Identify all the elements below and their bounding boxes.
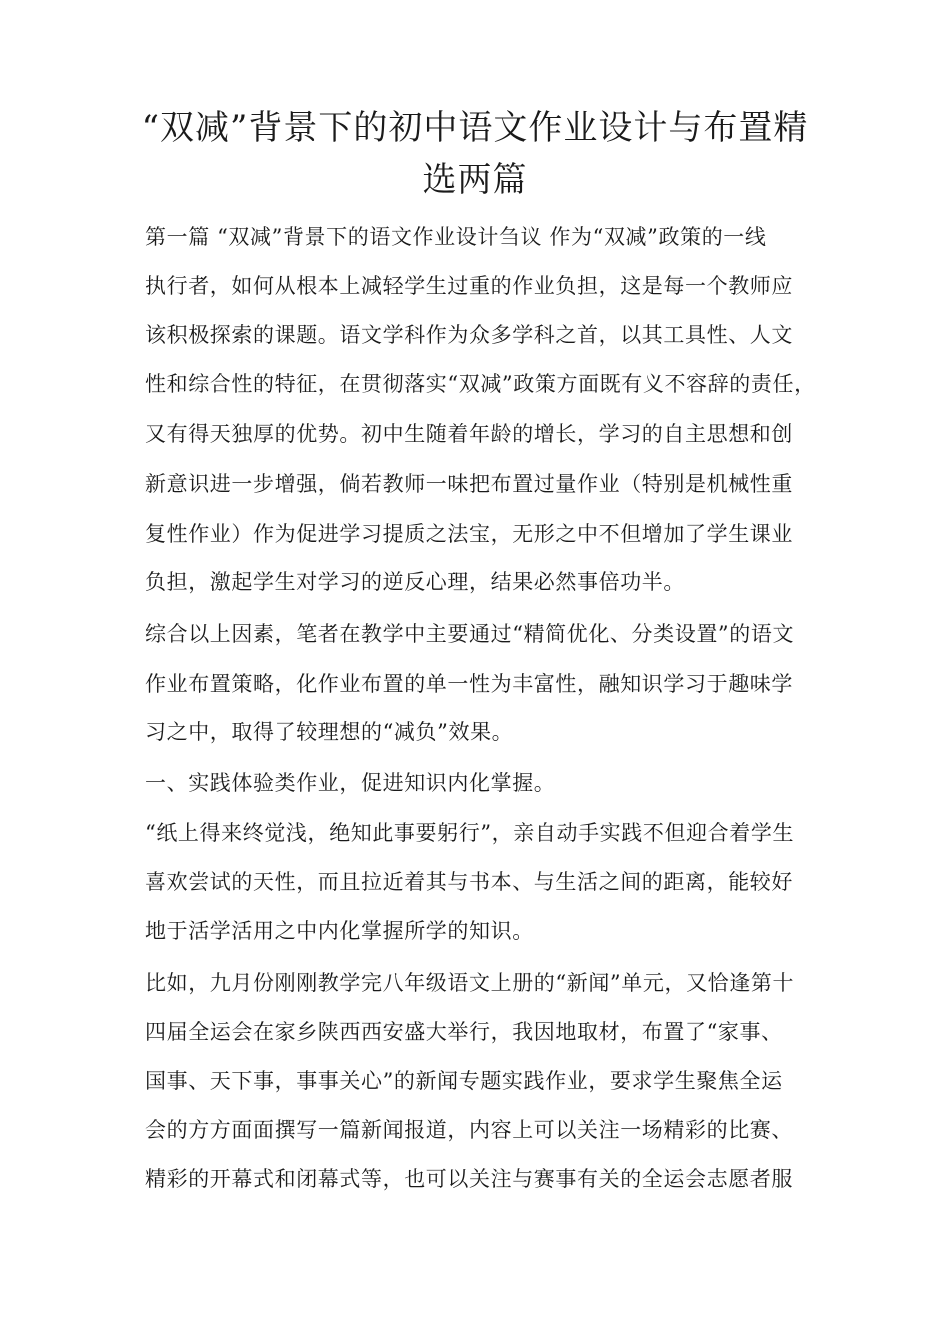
body-line: 执行者，如何从根本上减轻学生过重的作业负担，这是每一个教师应 [145,274,793,298]
section-heading: 一、实践体验类作业，促进知识内化掌握。 [145,771,556,795]
body-line: 习之中，取得了较理想的“减负”效果。 [145,720,514,744]
body-line: 又有得天独厚的优势。初中生随着年龄的增长，学习的自主思想和创 [145,422,793,446]
title-line-1: “双减”背景下的初中语文作业设计与布置精 [141,108,809,148]
body-line: 地于活学活用之中内化掌握所学的知识。 [145,919,534,943]
body-line: 作业布置策略，化作业布置的单一性为丰富性，融知识学习于趣味学 [145,672,793,696]
body-line: 新意识进一步增强，倘若教师一味把布置过量作业（特别是机械性重 [145,472,793,496]
body-line: 负担，激起学生对学习的逆反心理，结果必然事倍功半。 [145,570,685,594]
body-line: 喜欢尝试的天性，而且拉近着其与书本、与生活之间的距离，能较好 [145,870,793,894]
body-line: 会的方方面面撰写一篇新闻报道，内容上可以关注一场精彩的比赛、 [145,1118,793,1142]
body-line: 性和综合性的特征，在贯彻落实“双减”政策方面既有义不容辞的责任， [145,372,816,396]
body-line: 四届全运会在家乡陕西西安盛大举行，我因地取材，布置了“家事、 [145,1020,783,1044]
body-line: 精彩的开幕式和闭幕式等，也可以关注与赛事有关的全运会志愿者服 [145,1167,793,1191]
body-line: 综合以上因素，笔者在教学中主要通过“精简优化、分类设置”的语文 [145,622,795,646]
body-line: 国事、天下事，事事关心”的新闻专题实践作业，要求学生聚焦全运 [145,1069,783,1093]
body-line: 比如，九月份刚刚教学完八年级语文上册的“新闻”单元，又恰逢第十 [145,971,795,995]
body-line: “纸上得来终觉浅，绝知此事要躬行”，亲自动手实践不但迎合着学生 [145,821,795,845]
body-line: 该积极探索的课题。语文学科作为众多学科之首，以其工具性、人文 [145,323,793,347]
document-title [110,104,840,204]
title-line-2: 选两篇 [422,160,528,200]
body-line: 复性作业）作为促进学习提质之法宝，无形之中不但增加了学生课业 [145,522,793,546]
body-line: 第一篇 “双减”背景下的语文作业设计刍议 作为“双减”政策的一线 [145,225,767,249]
